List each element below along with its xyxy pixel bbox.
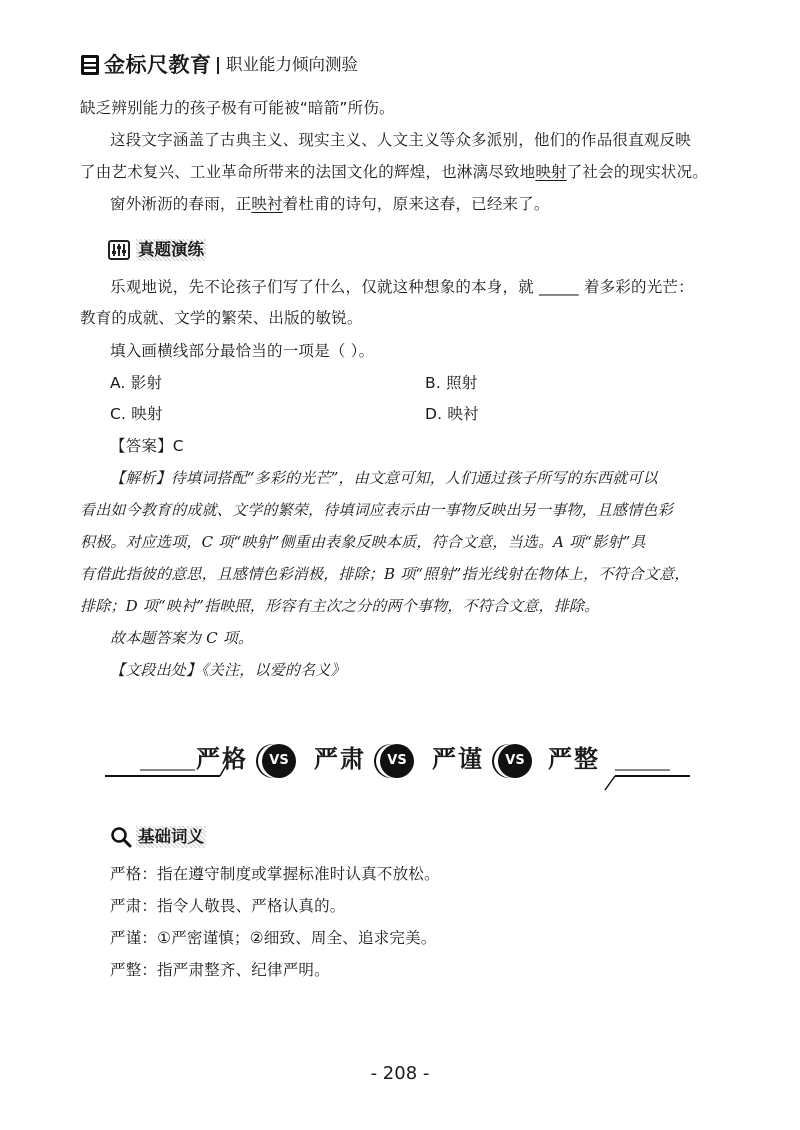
intro-line: 窗外淅沥的春雨，正映衬着杜甫的诗句，原来这春，已经来了。 (110, 195, 550, 213)
analysis-line: 排除；D 项“映衬”指映照，形容有主次之分的两个事物，不符合文意，排除。 (80, 597, 600, 615)
header-divider (217, 57, 219, 74)
vs-word: 严肃 (314, 744, 366, 773)
section-heading-practice: 真题演练 (138, 240, 204, 259)
analysis-line: 【解析】待填词搭配“多彩的光芒”，由文意可知，人们通过孩子所写的东西就可以 (110, 469, 658, 487)
vs-badge: VS (262, 744, 296, 778)
option-c: C. 映射 (110, 405, 163, 423)
conclusion-line: 故本题答案为 C 项。 (110, 629, 254, 647)
brand-name: 金标尺教育 (104, 53, 212, 77)
definition-line: 严格：指在遵守制度或掌握标准时认真不放松。 (110, 865, 440, 883)
definition-line: 严谨：①严密谨慎；②细致、周全、追求完美。 (110, 929, 437, 947)
definition-line: 严整：指严肃整齐、纪律严明。 (110, 961, 330, 979)
definition-line: 严肃：指令人敬畏、严格认真的。 (110, 897, 346, 915)
underlined-word: 映射 (535, 163, 567, 181)
question-line: 教育的成就、文学的繁荣、出版的敏锐。 (80, 309, 363, 327)
intro-line: 这段文字涵盖了古典主义、现实主义、人文主义等众多派别，他们的作品很直观反映 (110, 131, 691, 149)
vs-badge: VS (380, 744, 414, 778)
question-line: 乐观地说，先不论孩子们写了什么，仅就这种想象的本身，就 _____ 着多彩的光芒： (110, 278, 694, 296)
vs-word: 严谨 (432, 744, 484, 773)
section-heading-basic: 基础词义 (138, 827, 204, 846)
intro-line: 了由艺术复兴、工业革命所带来的法国文化的辉煌，也淋漓尽致地映射了社会的现实状况。 (80, 163, 709, 181)
question-prompt: 填入画横线部分最恰当的一项是（ ）。 (110, 342, 375, 360)
vs-badge: VS (498, 744, 532, 778)
answer: 【答案】C (110, 437, 184, 455)
source-line: 【文段出处】《关注，以爱的名义》 (110, 661, 346, 679)
header-subtitle: 职业能力倾向测验 (226, 55, 358, 74)
underlined-word: 映衬 (251, 195, 283, 213)
vs-word: 严格 (196, 744, 248, 773)
page-number: - 208 - (370, 1063, 430, 1084)
analysis-line: 有借此指彼的意思，且感情色彩消极，排除；B 项“照射”指光线射在物体上，不符合文意， (80, 565, 690, 583)
vs-word: 严整 (548, 744, 600, 773)
analysis-line: 积极。对应选项，C 项“映射”侧重由表象反映本质，符合文意，当选。A 项“影射”具 (80, 533, 646, 551)
intro-line: 缺乏辨别能力的孩子极有可能被“暗箭”所伤。 (80, 99, 395, 117)
analysis-line: 看出如今教育的成就、文学的繁荣，待填词应表示由一事物反映出另一事物，且感情色彩 (80, 501, 673, 519)
option-b: B. 照射 (425, 374, 478, 392)
option-a: A. 影射 (110, 374, 163, 392)
search-icon (110, 826, 132, 848)
brand-logo-icon (80, 54, 100, 76)
equalizer-icon (108, 240, 130, 260)
option-d: D. 映衬 (425, 405, 479, 423)
